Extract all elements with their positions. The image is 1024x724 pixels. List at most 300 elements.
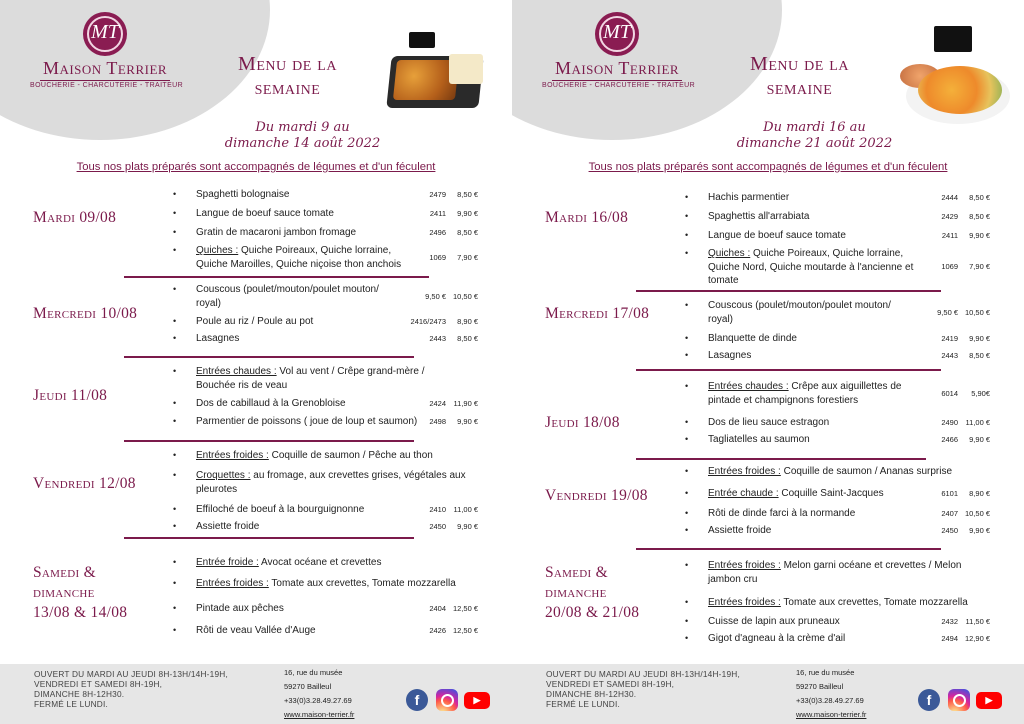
day-heading-line: Vendredi 12/08 — [33, 475, 136, 492]
product-code: 2490 — [941, 417, 958, 427]
menu-item — [685, 487, 930, 501]
bullet-icon: • — [173, 366, 177, 376]
bullet-icon: • — [685, 230, 689, 240]
menu-item-price: 8,90 € — [969, 488, 990, 498]
menu-item — [685, 229, 930, 243]
menu-item-price: 12,90 € — [964, 633, 990, 643]
product-code: 2419 — [941, 333, 958, 343]
week-dates-line2: dimanche 21 août 2022 — [736, 136, 893, 151]
day-heading-line: Mardi 09/08 — [33, 209, 117, 226]
menu-item-name: Coquille Saint-Jacques — [778, 488, 884, 499]
menu-item-name: Avocat océane et crevettes — [258, 557, 382, 568]
menu-item — [685, 191, 930, 205]
bullet-icon: • — [173, 470, 177, 480]
bullet-icon: • — [685, 560, 689, 570]
phone-number: +33(0)3.28.49.27.69 — [796, 696, 864, 705]
product-code: 2450 — [941, 525, 958, 535]
menu-item-line: pintade et champignons forestiers — [708, 394, 859, 406]
day-heading-line: Samedi & — [33, 564, 97, 581]
menu-item-price: 9,90 € — [969, 434, 990, 444]
bullet-icon: • — [173, 333, 177, 343]
website-link[interactable]: www.maison-terrier.fr — [796, 710, 867, 719]
section-divider — [124, 356, 414, 358]
menu-item-category: Entrée chaude : — [708, 488, 779, 499]
bullet-icon: • — [685, 211, 689, 221]
menu-item-line: jambon cru — [708, 573, 758, 585]
menu-item — [685, 465, 990, 479]
menu-item-price: 11,90 € — [453, 398, 478, 408]
menu-item — [173, 556, 478, 570]
menu-item-price: 8,50 € — [969, 211, 990, 221]
menu-item — [173, 602, 418, 616]
menu-item-line — [708, 332, 930, 346]
product-code: 2407 — [941, 508, 958, 518]
menu-item-name: Couscous (poulet/mouton/poulet mouton/ — [196, 284, 379, 295]
day-heading-line: 13/08 & 14/08 — [33, 604, 128, 621]
page-footer — [512, 664, 1024, 724]
menu-item-line — [196, 283, 418, 297]
menu-item-line — [196, 397, 418, 411]
menu-item-price: 7,90 € — [969, 262, 990, 272]
menu-item-line — [196, 188, 418, 202]
product-code: 2410 — [429, 504, 446, 514]
day-heading — [33, 563, 127, 623]
bullet-icon: • — [685, 300, 689, 310]
product-code: 9,50 € — [425, 291, 446, 301]
menu-item — [173, 503, 418, 517]
menu-item-line — [708, 191, 930, 205]
bullet-icon: • — [173, 557, 177, 567]
menu-item-price: 8,50 € — [457, 189, 478, 199]
menu-item-name: Dos de cabillaud à la Grenobloise — [196, 398, 346, 409]
product-code: 2426 — [429, 625, 446, 635]
product-code: 2479 — [429, 189, 446, 199]
menu-item-line — [196, 332, 418, 346]
menu-title — [727, 52, 872, 100]
menu-item-name: Assiette froide — [708, 525, 772, 536]
menu-item-name: Hachis parmentier — [708, 192, 790, 203]
menu-item-name: Quiche Poireaux, Quiche lorraine, — [750, 248, 904, 259]
menu-item-category: Entrée froide : — [196, 557, 259, 568]
menu-item — [685, 433, 930, 447]
bullet-icon: • — [173, 398, 177, 408]
menu-item — [685, 596, 990, 610]
bullet-icon: • — [173, 450, 177, 460]
opening-hours-line: VENDREDI ET SAMEDI 8H-19H, — [546, 679, 675, 689]
menu-item — [173, 520, 418, 534]
menu-item-name: Gigot d'agneau à la crème d'ail — [708, 633, 846, 644]
menu-item-name: Lasagnes — [196, 333, 240, 344]
product-code: 2416/2473 — [410, 316, 446, 326]
opening-hours-line: OUVERT DU MARDI AU JEUDI 8H-13H/14H-19H, — [34, 669, 228, 679]
menu-item-price: 12,50 € — [452, 603, 478, 613]
instagram-icon[interactable] — [948, 689, 970, 711]
menu-item — [685, 380, 930, 407]
menu-item — [685, 299, 930, 326]
bullet-icon: • — [173, 189, 177, 199]
menu-item-line — [708, 559, 990, 573]
product-code: 2411 — [941, 230, 958, 240]
day-heading — [545, 304, 649, 324]
menu-item — [685, 349, 930, 363]
product-code: 2444 — [941, 192, 958, 202]
section-divider — [636, 369, 941, 371]
menu-item-line — [196, 624, 418, 638]
bullet-icon: • — [173, 208, 177, 218]
menu-item-category: Entrées froides : — [196, 450, 269, 461]
menu-item-line: royal) — [708, 313, 734, 325]
menu-item-name: Spaghetti bolognaise — [196, 189, 290, 200]
menu-item-line — [196, 503, 418, 517]
product-code: 9,50 € — [937, 307, 958, 317]
menu-item-line — [708, 433, 930, 447]
product-code: 2450 — [429, 521, 446, 531]
menu-item-line — [708, 632, 930, 646]
website-link[interactable]: www.maison-terrier.fr — [284, 710, 355, 719]
menu-item-name: Rôti de veau Vallée d'Auge — [196, 625, 316, 636]
menu-item-name: Pintade aux pêches — [196, 603, 284, 614]
menu-item — [173, 469, 478, 496]
product-code: 2432 — [941, 616, 958, 626]
logo-initials: MT — [603, 21, 631, 43]
day-heading — [545, 413, 620, 433]
logo-emblem — [595, 12, 639, 56]
menu-item-line — [708, 615, 930, 629]
menu-item-price: 9,90 € — [457, 208, 478, 218]
menu-item-line — [196, 207, 418, 221]
product-code: 2411 — [429, 208, 446, 218]
menu-item-line — [708, 349, 930, 363]
menu-item-price: 5,90€ — [971, 388, 990, 398]
menu-item-price: 10,50 € — [964, 508, 990, 518]
menu-item-category: Entrées froides : — [708, 560, 781, 571]
menu-item — [173, 226, 418, 240]
menu-title-line1: Menu de la — [750, 53, 849, 75]
brand-tagline: BOUCHERIE - CHARCUTERIE - TRAITEUR — [542, 82, 696, 89]
menu-item — [173, 577, 478, 591]
product-code: 2429 — [941, 211, 958, 221]
opening-hours-line: FERMÉ LE LUNDI. — [34, 699, 108, 709]
menu-item-price: 9,90 € — [969, 525, 990, 535]
product-code: 2424 — [429, 398, 446, 408]
menu-item-line: tomate — [708, 275, 739, 286]
day-heading — [545, 563, 639, 623]
menu-item — [685, 507, 930, 521]
menu-item-name: Vol au vent / Crêpe grand-mère / — [276, 366, 425, 377]
dish-photo — [900, 26, 1010, 126]
menu-item — [173, 397, 418, 411]
menu-item-line — [708, 596, 990, 610]
product-code: 2443 — [429, 333, 446, 343]
menu-title — [215, 52, 360, 100]
menu-item-price: 11,00 € — [965, 417, 990, 427]
facebook-icon[interactable]: f — [918, 689, 940, 711]
menu-item-line: Bouchée ris de veau — [196, 379, 288, 391]
menu-item-line — [708, 299, 930, 313]
opening-hours — [34, 669, 254, 709]
brand-logo — [542, 12, 696, 102]
menu-item-line — [708, 247, 930, 261]
section-divider — [124, 276, 429, 278]
brand-name: Maison Terrier — [42, 58, 168, 78]
menu-item-category: Quiches : — [196, 245, 239, 256]
menu-item — [685, 332, 930, 346]
menu-item — [685, 210, 930, 224]
bullet-icon: • — [173, 603, 177, 613]
section-divider — [636, 290, 941, 292]
brand-name: Maison Terrier — [554, 58, 680, 78]
product-code: 2498 — [429, 416, 446, 426]
day-heading-line: Mardi 16/08 — [545, 209, 629, 226]
menu-item-name: Couscous (poulet/mouton/poulet mouton/ — [708, 300, 891, 311]
menu-item-line — [708, 380, 930, 394]
menu-item-name: Blanquette de dinde — [708, 333, 797, 344]
menu-item-name: Tomate aux crevettes, Tomate mozzarella — [780, 597, 968, 608]
contact-info — [796, 666, 906, 722]
day-heading — [33, 208, 116, 228]
product-code: 2496 — [429, 227, 446, 237]
facebook-icon[interactable]: f — [406, 689, 428, 711]
bullet-icon: • — [685, 192, 689, 202]
menu-item-price: 9,90 € — [969, 230, 990, 240]
menu-item-category: Entrées chaudes : — [196, 366, 277, 377]
opening-hours-line: VENDREDI ET SAMEDI 8H-19H, — [34, 679, 163, 689]
product-code: 2404 — [429, 603, 446, 613]
menu-item-line — [196, 244, 418, 258]
menu-item-name: Coquille de saumon / Ananas surprise — [780, 466, 953, 477]
contact-info — [284, 666, 394, 722]
menu-item-line — [708, 229, 930, 243]
menu-item — [685, 416, 930, 430]
brand-tagline: BOUCHERIE - CHARCUTERIE - TRAITEUR — [30, 82, 184, 89]
section-divider — [636, 548, 941, 550]
bullet-icon: • — [173, 227, 177, 237]
menu-item-name: Dos de lieu sauce estragon — [708, 417, 830, 428]
menu-item — [173, 365, 478, 392]
bullet-icon: • — [685, 525, 689, 535]
dish-photo — [383, 26, 487, 118]
menu-item-name: Parmentier de poissons ( joue de loup et saumon) — [196, 416, 418, 427]
bullet-icon: • — [685, 508, 689, 518]
menu-item-name: Poule au riz / Poule au pot — [196, 316, 314, 327]
menu-item — [173, 415, 418, 429]
menu-item-line: royal) — [196, 297, 222, 309]
product-code: 1069 — [941, 262, 958, 272]
menu-item-line — [196, 602, 418, 616]
menu-item — [685, 524, 930, 538]
menu-item-line — [708, 210, 930, 224]
menu-item-price: 8,90 € — [457, 316, 478, 326]
opening-hours-line: FERMÉ LE LUNDI. — [546, 699, 620, 709]
menu-item-price: 10,50 € — [964, 307, 990, 317]
menu-item-name: Tagliatelles au saumon — [708, 434, 810, 445]
menu-item — [685, 632, 930, 646]
bullet-icon: • — [685, 381, 689, 391]
menu-item-name: Crêpe aux aiguillettes de — [788, 381, 902, 392]
menu-item-line: Quiche Nord, Quiche moutarde à l'ancienne et — [708, 261, 914, 273]
menu-title-line1: Menu de la — [238, 53, 337, 75]
week-dates — [190, 120, 415, 152]
menu-item — [173, 188, 418, 202]
menu-item-name: Cuisse de lapin aux pruneaux — [708, 616, 840, 627]
logo-divider — [552, 80, 682, 81]
menu-item-line — [196, 226, 418, 240]
bullet-icon: • — [685, 434, 689, 444]
menu-item-price: 9,90 € — [457, 416, 478, 426]
menu-item-price: 10,50 € — [452, 291, 478, 301]
menu-item-price: 8,50 € — [969, 192, 990, 202]
opening-hours-line: OUVERT DU MARDI AU JEUDI 8H-13H/14H-19H, — [546, 669, 740, 679]
day-heading-line: Samedi & — [545, 564, 609, 581]
section-divider — [124, 440, 414, 442]
day-heading — [545, 486, 648, 506]
menu-item — [685, 247, 930, 288]
week-dates-line2: dimanche 14 août 2022 — [224, 136, 381, 151]
product-code: 2443 — [941, 350, 958, 360]
menu-page-right — [512, 0, 1024, 724]
menu-item-name: Quiche Poireaux, Quiche lorraine, — [238, 245, 392, 256]
menu-item-line — [196, 365, 478, 379]
menu-item-name: Tomate aux crevettes, Tomate mozzarella — [268, 578, 456, 589]
section-divider — [124, 537, 414, 539]
menu-item — [173, 207, 418, 221]
menu-item-price: 8,50 € — [457, 333, 478, 343]
menu-item-price: 8,50 € — [969, 350, 990, 360]
bullet-icon: • — [685, 417, 689, 427]
instagram-icon[interactable] — [436, 689, 458, 711]
menu-item — [173, 283, 418, 310]
bullet-icon: • — [685, 597, 689, 607]
accompaniment-note: Tous nos plats préparés sont accompagnés de légumes et d'un féculent — [76, 161, 436, 173]
logo-divider — [40, 80, 170, 81]
menu-item-name: Effiloché de boeuf à la bourguignonne — [196, 504, 365, 515]
day-heading — [33, 474, 136, 494]
menu-item-name: Rôti de dinde farci à la normande — [708, 508, 856, 519]
menu-item-line — [708, 507, 930, 521]
bullet-icon: • — [173, 504, 177, 514]
bullet-icon: • — [685, 466, 689, 476]
brand-logo — [30, 12, 184, 102]
menu-item-line — [708, 524, 930, 538]
bullet-icon: • — [173, 316, 177, 326]
bullet-icon: • — [685, 633, 689, 643]
week-dates-line1: Du mardi 9 au — [255, 120, 350, 135]
day-heading-line: Vendredi 19/08 — [545, 487, 648, 504]
menu-item — [173, 332, 418, 346]
menu-item-name: au fromage, aux crevettes grises, végétales aux — [250, 470, 466, 481]
day-heading-line: Jeudi 11/08 — [33, 387, 108, 404]
address-city: 59270 Bailleul — [284, 682, 332, 691]
menu-item-line — [708, 465, 990, 479]
menu-item-line — [708, 487, 930, 501]
menu-item — [685, 615, 930, 629]
product-code: 6101 — [941, 488, 958, 498]
address-street: 16, rue du musée — [284, 668, 343, 677]
address-street: 16, rue du musée — [796, 668, 855, 677]
opening-hours-line: DIMANCHE 8H-12H30. — [546, 689, 637, 699]
menu-item-category: Entrées froides : — [196, 578, 269, 589]
menu-item-price: 12,50 € — [452, 625, 478, 635]
day-heading — [545, 208, 628, 228]
product-code: 2494 — [941, 633, 958, 643]
day-heading — [33, 386, 107, 406]
bullet-icon: • — [685, 248, 689, 258]
menu-item-name: Gratin de macaroni jambon fromage — [196, 227, 357, 238]
menu-item-price: 9,90 € — [969, 333, 990, 343]
bullet-icon: • — [685, 350, 689, 360]
menu-item-name: Melon garni océane et crevettes / Melon — [780, 560, 962, 571]
bullet-icon: • — [173, 521, 177, 531]
opening-hours-line: DIMANCHE 8H-12H30. — [34, 689, 125, 699]
menu-item-price: 11,00 € — [453, 504, 478, 514]
menu-item-category: Quiches : — [708, 248, 751, 259]
bullet-icon: • — [173, 284, 177, 294]
menu-item-category: Croquettes : — [196, 470, 251, 481]
menu-item-category: Entrées chaudes : — [708, 381, 789, 392]
menu-item-line — [196, 556, 478, 570]
accompaniment-note: Tous nos plats préparés sont accompagnés de légumes et d'un féculent — [588, 161, 948, 173]
youtube-icon[interactable]: ▶ — [976, 692, 1002, 709]
day-heading-line: dimanche — [545, 584, 607, 601]
menu-item-price: 11,50 € — [965, 616, 990, 626]
menu-item — [173, 449, 478, 463]
product-code: 2466 — [941, 434, 958, 444]
day-heading-line: Jeudi 18/08 — [545, 414, 620, 431]
menu-item-name: Spaghettis all'arrabiata — [708, 211, 810, 222]
product-code: 6014 — [941, 388, 958, 398]
day-heading-line: Mercredi 17/08 — [545, 305, 650, 322]
menu-item-line — [196, 449, 478, 463]
logo-emblem — [83, 12, 127, 56]
logo-initials: MT — [91, 21, 119, 43]
day-heading — [33, 304, 137, 324]
menu-item — [173, 315, 418, 329]
menu-item-name: Coquille de saumon / Pêche au thon — [268, 450, 433, 461]
bullet-icon: • — [173, 416, 177, 426]
week-dates-line1: Du mardi 16 au — [763, 120, 866, 135]
bullet-icon: • — [685, 488, 689, 498]
menu-item-line — [708, 416, 930, 430]
menu-item-line — [196, 520, 418, 534]
day-heading-line: Mercredi 10/08 — [33, 305, 138, 322]
menu-title-line2: semaine — [766, 77, 833, 99]
bullet-icon: • — [173, 245, 177, 255]
menu-item-price: 9,90 € — [457, 521, 478, 531]
phone-number: +33(0)3.28.49.27.69 — [284, 696, 352, 705]
bullet-icon: • — [173, 578, 177, 588]
page-footer — [0, 664, 512, 724]
menu-item-name: Assiette froide — [196, 521, 260, 532]
menu-item-line — [196, 315, 418, 329]
address-city: 59270 Bailleul — [796, 682, 844, 691]
menu-item — [173, 624, 418, 638]
opening-hours — [546, 669, 766, 709]
day-heading-line: dimanche — [33, 584, 95, 601]
youtube-icon[interactable]: ▶ — [464, 692, 490, 709]
menu-item — [685, 559, 990, 586]
menu-title-line2: semaine — [254, 77, 321, 99]
menu-item-name: Langue de boeuf sauce tomate — [196, 208, 334, 219]
menu-item-price: 8,50 € — [457, 227, 478, 237]
menu-item-category: Entrées froides : — [708, 597, 781, 608]
menu-item — [173, 244, 418, 271]
bullet-icon: • — [685, 333, 689, 343]
product-code: 1069 — [429, 252, 446, 262]
menu-item-price: 7,90 € — [457, 252, 478, 262]
bullet-icon: • — [685, 616, 689, 626]
bullet-icon: • — [173, 625, 177, 635]
menu-item-line: Quiche Maroilles, Quiche niçoise thon anchois — [196, 258, 402, 270]
